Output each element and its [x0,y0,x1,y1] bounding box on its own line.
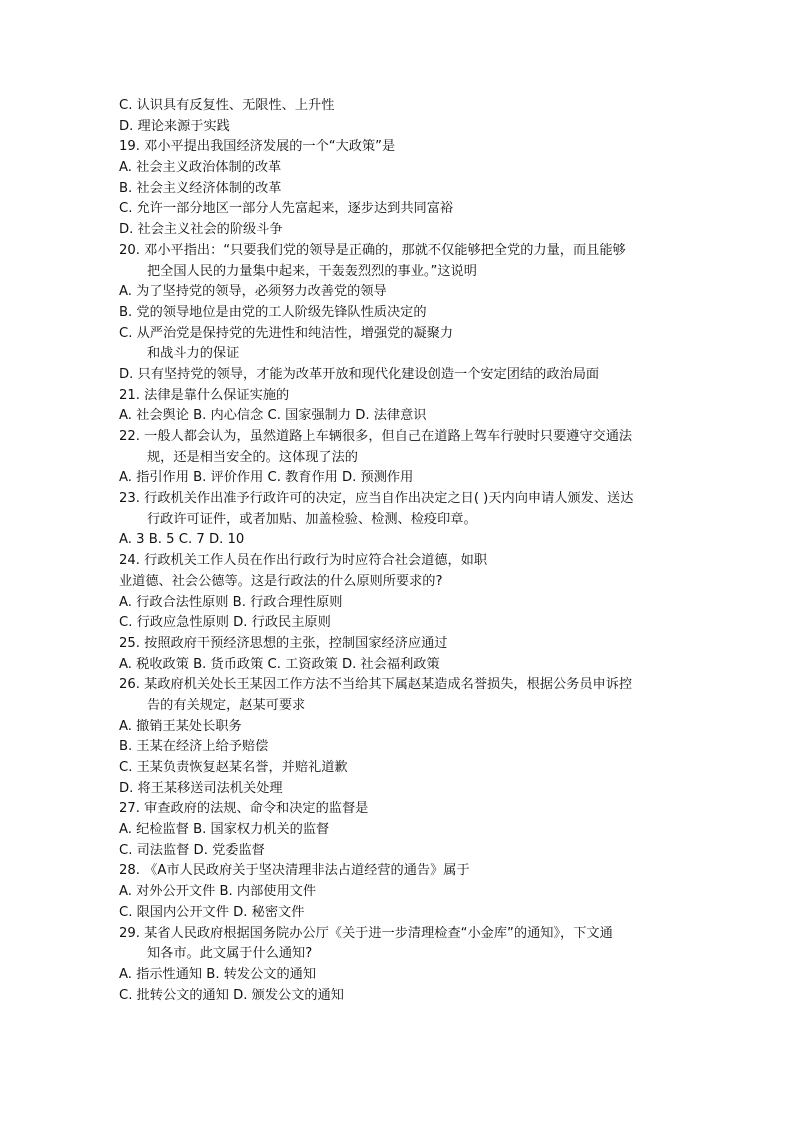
text-line: 行政许可证件，或者加贴、加盖检验、检测、检疫印章。 [147,511,477,527]
text-line: A. 为了坚持党的领导，必须努力改善党的领导 [119,284,387,300]
text-line: A. 社会主义政治体制的改革 [119,160,282,176]
text-line: B. 社会主义经济体制的改革 [119,180,282,196]
text-line: 21. 法律是靠什么保证实施的 [119,387,290,403]
text-line: D. 理论来源于实践 [119,118,230,134]
exam-question-text [119,96,689,1006]
text-line: A. 指示性通知 B. 转发公文的通知 [119,966,317,982]
text-line: C. 限国内公开文件 D. 秘密文件 [119,904,305,920]
text-line: 告的有关规定，赵某可要求 [147,697,306,713]
text-line: 27. 审查政府的法规、命令和决定的监督是 [119,801,369,817]
text-line: 19. 邓小平提出我国经济发展的一个“大政策”是 [119,139,396,155]
text-line: A. 3 B. 5 C. 7 D. 10 [119,532,245,548]
text-line: D. 只有坚持党的领导，才能为改革开放和现代化建设创造一个安定团结的政治局面 [119,366,600,382]
text-line: 20. 邓小平指出：“只要我们党的领导是正确的，那就不仅能够把全党的力量，而且能够 [119,242,626,258]
text-line: 26. 某政府机关处长王某因工作方法不当给其下属赵某造成名誉损失，根据公务员申诉控 [119,677,633,693]
text-line: 规，还是相当安全的。这体现了法的 [147,449,358,465]
text-line: C. 从严治党是保持党的先进性和纯洁性，增强党的凝聚力 [119,325,454,341]
text-line: A. 撤销王某处长职务 [119,718,242,734]
text-line: A. 社会舆论 B. 内心信念 C. 国家强制力 D. 法律意识 [119,408,427,424]
text-line: 25. 按照政府干预经济思想的主张，控制国家经济应通过 [119,635,448,651]
text-line: A. 对外公开文件 B. 内部使用文件 [119,884,317,900]
text-line: D. 将王某移送司法机关处理 [119,780,283,796]
text-line: 业道德、社会公德等。这是行政法的什么原则所要求的? [119,573,443,589]
text-line: 29. 某省人民政府根据国务院办公厅《关于进一步清理检查“小金库”的通知》，下文通 [119,925,613,941]
text-line: 把全国人民的力量集中起来，干轰轰烈烈的事业。”这说明 [147,263,477,279]
text-line: 28. 《A市人民政府关于坚决清理非法占道经营的通告》属于 [119,863,470,879]
text-line: A. 纪检监督 B. 国家权力机关的监督 [119,822,330,838]
text-line: C. 王某负责恢复赵某名誉，并赔礼道歉 [119,760,348,775]
text-line: A. 指引作用 B. 评价作用 C. 教育作用 D. 预测作用 [119,470,414,486]
text-line: 知各市。此文属于什么通知? [147,946,313,962]
text-line: C. 允许一部分地区一部分人先富起来，逐步达到共同富裕 [119,201,454,217]
text-line: C. 认识具有反复性、无限性、上升性 [119,98,335,113]
text-line: 23. 行政机关作出准予行政许可的决定，应当自作出决定之日( )天内向申请人颁发、送达 [119,491,634,507]
text-line: A. 行政合法性原则 B. 行政合理性原则 [119,594,343,610]
text-line: C. 司法监督 D. 党委监督 [119,842,265,858]
text-line: C. 行政应急性原则 D. 行政民主原则 [119,615,331,631]
text-line: C. 批转公文的通知 D. 颁发公文的通知 [119,987,344,1003]
text-line: B. 党的领导地位是由党的工人阶级先锋队性质决定的 [119,304,427,320]
text-line: 22. 一般人都会认为，虽然道路上车辆很多，但自己在道路上驾车行驶时只要遵守交通法 [119,429,633,444]
text-line: A. 税收政策 B. 货币政策 C. 工资政策 D. 社会福利政策 [119,656,440,672]
text-line: B. 王某在经济上给予赔偿 [119,739,269,755]
text-line: D. 社会主义社会的阶级斗争 [119,222,283,238]
text-line: 24. 行政机关工作人员在作出行政行为时应符合社会道德，如职 [119,553,488,569]
text-line: 和战斗力的保证 [147,346,240,362]
